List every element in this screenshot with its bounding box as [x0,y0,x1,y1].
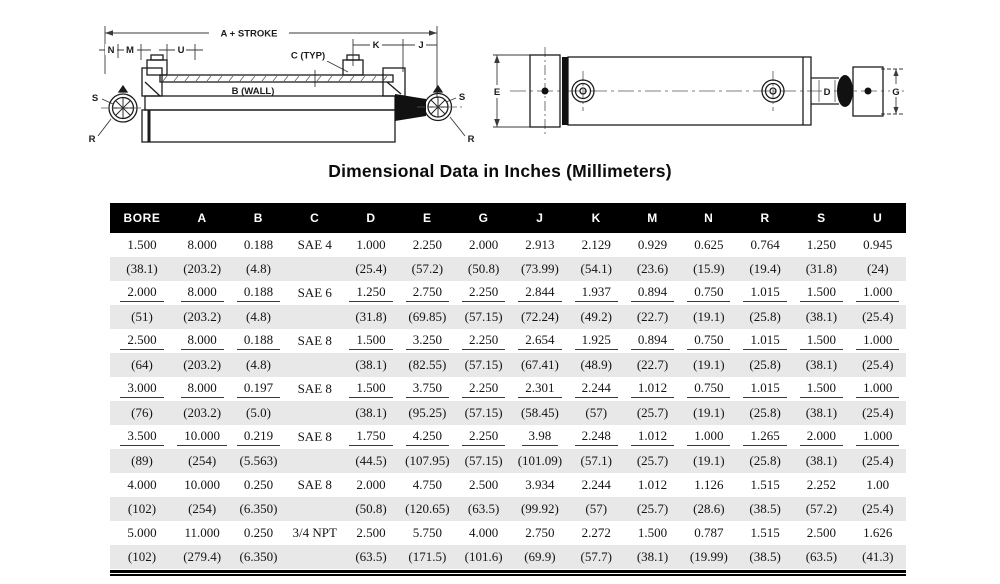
table-cell: 2.913 [525,237,555,252]
table-cell: 2.000 [469,237,499,252]
dim-label-u: U [177,45,185,56]
table-cell: (95.25) [399,401,455,425]
table-cell: 1.000 [850,281,906,305]
table-cell: 0.894 [624,329,680,353]
table-cell: (171.5) [399,545,455,569]
table-cell: (38.1) [343,353,399,377]
dim-label-k: K [372,40,380,51]
dim-label-a-stroke: A + STROKE [220,28,278,40]
table-cell: 0.250 [243,477,274,492]
table-row [110,545,906,569]
table-cell: 1.012 [624,425,680,449]
table-cell: (25.8) [737,401,793,425]
table-row [110,281,906,305]
table-cell: (4.8) [230,353,286,377]
table-cell: (5.0) [230,401,286,425]
table-cell: 0.750 [681,329,737,353]
table-cell: 8.000 [174,329,230,353]
table-cell: 1.012 [624,377,680,401]
table-cell: 3/4 NPT [292,525,337,540]
table-cell: (22.7) [624,305,680,329]
table-cell: 2.248 [568,425,624,449]
table-cell: (15.9) [681,257,737,281]
table-cell [287,401,343,425]
table-cell: (4.8) [230,305,286,329]
table-row [110,401,906,425]
table-row [110,521,906,545]
table-row [110,377,906,401]
table-cell: (48.9) [568,353,624,377]
table-row [110,305,906,329]
table-cell: 2.500 [469,477,499,492]
table-cell: 3.500 [110,425,174,449]
table-cell: (107.95) [399,449,455,473]
table-cell: 0.250 [243,525,274,540]
table-cell: (38.1) [110,257,174,281]
table-cell: (279.4) [174,545,230,569]
table-cell: 4.000 [127,477,157,492]
dim-label-c-typ: C (TYP) [290,50,326,62]
table-row [110,329,906,353]
table-cell: (69.85) [399,305,455,329]
table-cell: 0.188 [230,281,286,305]
table-cell: (63.5) [343,545,399,569]
table-cell: (41.3) [850,545,906,569]
table-cell: (51) [110,305,174,329]
table-cell: (57.15) [455,305,511,329]
table-cell [287,449,343,473]
table-cell: 0.197 [230,377,286,401]
table-header [110,203,906,233]
dim-label-m: M [126,45,134,56]
column-header: S [793,203,849,233]
table-cell: (25.4) [850,449,906,473]
column-header: E [399,203,455,233]
table-cell [287,353,343,377]
table-cell: 0.929 [637,237,668,252]
table-cell: (69.9) [512,545,568,569]
table-cell: (19.4) [737,257,793,281]
table-cell: (57.15) [455,353,511,377]
table-cell: (25.8) [737,305,793,329]
table-cell: (38.1) [793,449,849,473]
table-cell: (28.6) [681,497,737,521]
table-row [110,257,906,281]
top-view-drawing [485,25,915,150]
table-cell: 2.000 [356,477,386,492]
column-header: M [624,203,680,233]
table-cell: (25.7) [624,497,680,521]
table-cell: (58.45) [512,401,568,425]
table-cell: 1.500 [793,377,849,401]
table-cell: SAE 4 [297,237,332,252]
table-cell: (101.6) [455,545,511,569]
table-cell: 2.129 [581,237,611,252]
table-cell: (19.1) [681,305,737,329]
table-cell: (203.2) [174,401,230,425]
table-cell: SAE 6 [297,285,332,300]
table-cell: 3.000 [110,377,174,401]
table-cell: (38.1) [793,401,849,425]
table-cell: (67.41) [512,353,568,377]
table-cell: 4.750 [412,477,442,492]
table-cell: 4.250 [399,425,455,449]
dim-label-s-left: S [91,93,99,104]
table-cell: (73.99) [512,257,568,281]
column-header: R [737,203,793,233]
table-cell: (22.7) [624,353,680,377]
table-cell: SAE 8 [297,381,332,396]
table-cell: 5.750 [412,525,442,540]
table-cell: (38.5) [737,545,793,569]
table-cell: SAE 8 [297,477,332,492]
table-cell: (31.8) [793,257,849,281]
table-cell: 2.250 [455,329,511,353]
table-cell: (50.8) [455,257,511,281]
table-cell: (38.1) [343,401,399,425]
table-cell: 0.188 [243,237,274,252]
table-cell: (6.350) [230,545,286,569]
table-cell: 2.750 [525,525,555,540]
dim-label-e: E [493,87,501,98]
column-header: N [681,203,737,233]
table-cell: (102) [110,497,174,521]
dim-label-d: D [823,87,831,98]
table-cell: (19.1) [681,353,737,377]
table-cell: 1.015 [737,281,793,305]
table-cell: (102) [110,545,174,569]
table-cell: (25.4) [850,401,906,425]
table-cell: 0.787 [694,525,724,540]
dim-label-r-left: R [88,134,96,145]
column-header: A [174,203,230,233]
table-cell: (63.5) [455,497,511,521]
table-cell: 2.244 [568,377,624,401]
table-cell: (72.24) [512,305,568,329]
table-cell: 2.750 [399,281,455,305]
table-cell: 1.265 [737,425,793,449]
table-cell: 4.000 [469,525,499,540]
table-cell: (54.1) [568,257,624,281]
column-header: U [850,203,906,233]
table-cell: 0.219 [230,425,286,449]
column-header: B [230,203,286,233]
table-cell: 10.000 [184,477,221,492]
table-cell: 0.894 [624,281,680,305]
table-cell: 1.000 [850,329,906,353]
table-cell: (5.563) [230,449,286,473]
table-cell: 11.000 [184,525,220,540]
table-cell: (101.09) [512,449,568,473]
table-cell: (254) [174,497,230,521]
table-cell: 2.000 [110,281,174,305]
table-cell: (38.1) [793,305,849,329]
table-cell: 2.250 [455,425,511,449]
table-cell: (38.1) [624,545,680,569]
table-cell: 1.000 [356,237,386,252]
table-cell: 1.00 [866,477,890,492]
table-cell: (99.92) [512,497,568,521]
table-cell: 1.000 [850,377,906,401]
table-cell: 0.625 [694,237,724,252]
table-cell: (203.2) [174,257,230,281]
table-cell: (57.2) [793,497,849,521]
table-cell: 1.750 [343,425,399,449]
table-cell: 0.750 [681,377,737,401]
table-cell: 2.844 [512,281,568,305]
table-cell: 2.252 [806,477,837,492]
table-cell: (76) [110,401,174,425]
table-cell: 10.000 [174,425,230,449]
table-cell: (25.8) [737,449,793,473]
column-header: J [512,203,568,233]
table-cell: (4.8) [230,257,286,281]
table-cell: 0.764 [750,237,780,252]
table-cell: 2.500 [806,525,837,540]
dim-label-j: J [418,40,424,51]
table-cell: 3.934 [525,477,555,492]
table-cell: (25.4) [343,257,399,281]
column-header: G [455,203,511,233]
table-cell: (203.2) [174,353,230,377]
dim-label-n: N [107,45,115,56]
dim-label-g: G [892,87,900,98]
table-cell: 2.250 [412,237,442,252]
column-header: D [343,203,399,233]
table-cell: 2.244 [581,477,611,492]
table-cell: 1.500 [793,281,849,305]
table-cell: 1.500 [127,237,157,252]
side-view-drawing [85,8,495,160]
column-header: C [287,203,343,233]
table-cell: 1.515 [750,477,780,492]
table-cell: (63.5) [793,545,849,569]
table-cell [287,257,343,281]
table-cell: 8.000 [174,281,230,305]
table-header-row [110,203,906,233]
table-cell: SAE 8 [297,429,332,444]
table-cell: 2.250 [455,377,511,401]
table-cell: 2.000 [793,425,849,449]
table-cell: 1.250 [806,237,837,252]
table-cell: (89) [110,449,174,473]
table-cell [287,497,343,521]
table-cell: (50.8) [343,497,399,521]
table-cell: 1.015 [737,377,793,401]
table-cell: (64) [110,353,174,377]
table-cell: 2.301 [512,377,568,401]
table-cell: 8.000 [187,237,217,252]
table-cell: 1.000 [681,425,737,449]
table-cell: (25.4) [850,497,906,521]
table-cell: 1.500 [637,525,668,540]
table-cell: (24) [850,257,906,281]
table-cell: (25.4) [850,305,906,329]
table-cell: 1.515 [750,525,780,540]
table-cell: 1.500 [793,329,849,353]
table-cell: 2.500 [356,525,386,540]
dim-label-r-right: R [467,134,475,145]
table-cell: (57) [568,497,624,521]
table-cell: (57.7) [568,545,624,569]
table-cell: (44.5) [343,449,399,473]
table-cell: (25.8) [737,353,793,377]
table-cell: 3.750 [399,377,455,401]
table-cell: 1.937 [568,281,624,305]
dim-label-b-wall: B (WALL) [231,86,275,97]
table-cell: (57.15) [455,449,511,473]
table-cell: (57.1) [568,449,624,473]
table-cell: 3.250 [399,329,455,353]
section-title: Dimensional Data in Inches (Millimeters) [328,161,672,181]
table-cell: (38.1) [793,353,849,377]
table-row [110,473,906,497]
table-row [110,497,906,521]
table-cell: 1.126 [694,477,724,492]
table-cell: (38.5) [737,497,793,521]
table-cell: 1.250 [343,281,399,305]
table-cell: (19.99) [681,545,737,569]
table-cell: 1.012 [637,477,668,492]
table-cell: (203.2) [174,305,230,329]
table-cell: (57) [568,401,624,425]
table-cell: (57.2) [399,257,455,281]
column-header: K [568,203,624,233]
table-cell: (25.7) [624,449,680,473]
table-cell: (23.6) [624,257,680,281]
table-cell: SAE 8 [297,333,332,348]
table-row [110,425,906,449]
table-cell: (49.2) [568,305,624,329]
column-header: BORE [110,203,174,233]
table-row [110,353,906,377]
table-cell: 0.750 [681,281,737,305]
table-cell: (120.65) [399,497,455,521]
table-cell: 3.98 [512,425,568,449]
table-cell: 5.000 [127,525,157,540]
table-cell: 2.654 [512,329,568,353]
table-cell: (25.4) [850,353,906,377]
table-cell: (25.7) [624,401,680,425]
dim-label-s-right: S [458,92,466,103]
table-cell: 1.500 [343,329,399,353]
table-row [110,233,906,257]
table-cell: (19.1) [681,401,737,425]
table-cell: (57.15) [455,401,511,425]
table-cell: 1.500 [343,377,399,401]
table-cell: 2.272 [581,525,611,540]
table-cell: (254) [174,449,230,473]
table-cell: (82.55) [399,353,455,377]
table-cell: (19.1) [681,449,737,473]
table-cell [287,545,343,569]
table-cell: (6.350) [230,497,286,521]
table-cell: 1.925 [568,329,624,353]
table-cell: 2.500 [110,329,174,353]
table-cell: 1.000 [850,425,906,449]
table-row [110,449,906,473]
table-bottom-rule [110,570,906,576]
table-cell: 8.000 [174,377,230,401]
table-body [110,233,906,569]
table-cell: 0.945 [863,237,893,252]
table-cell: 0.188 [230,329,286,353]
table-cell: 2.250 [455,281,511,305]
table-cell: 1.015 [737,329,793,353]
dimensional-data-table [110,203,906,569]
table-cell [287,305,343,329]
table-cell: (31.8) [343,305,399,329]
table-cell: 1.626 [863,525,893,540]
